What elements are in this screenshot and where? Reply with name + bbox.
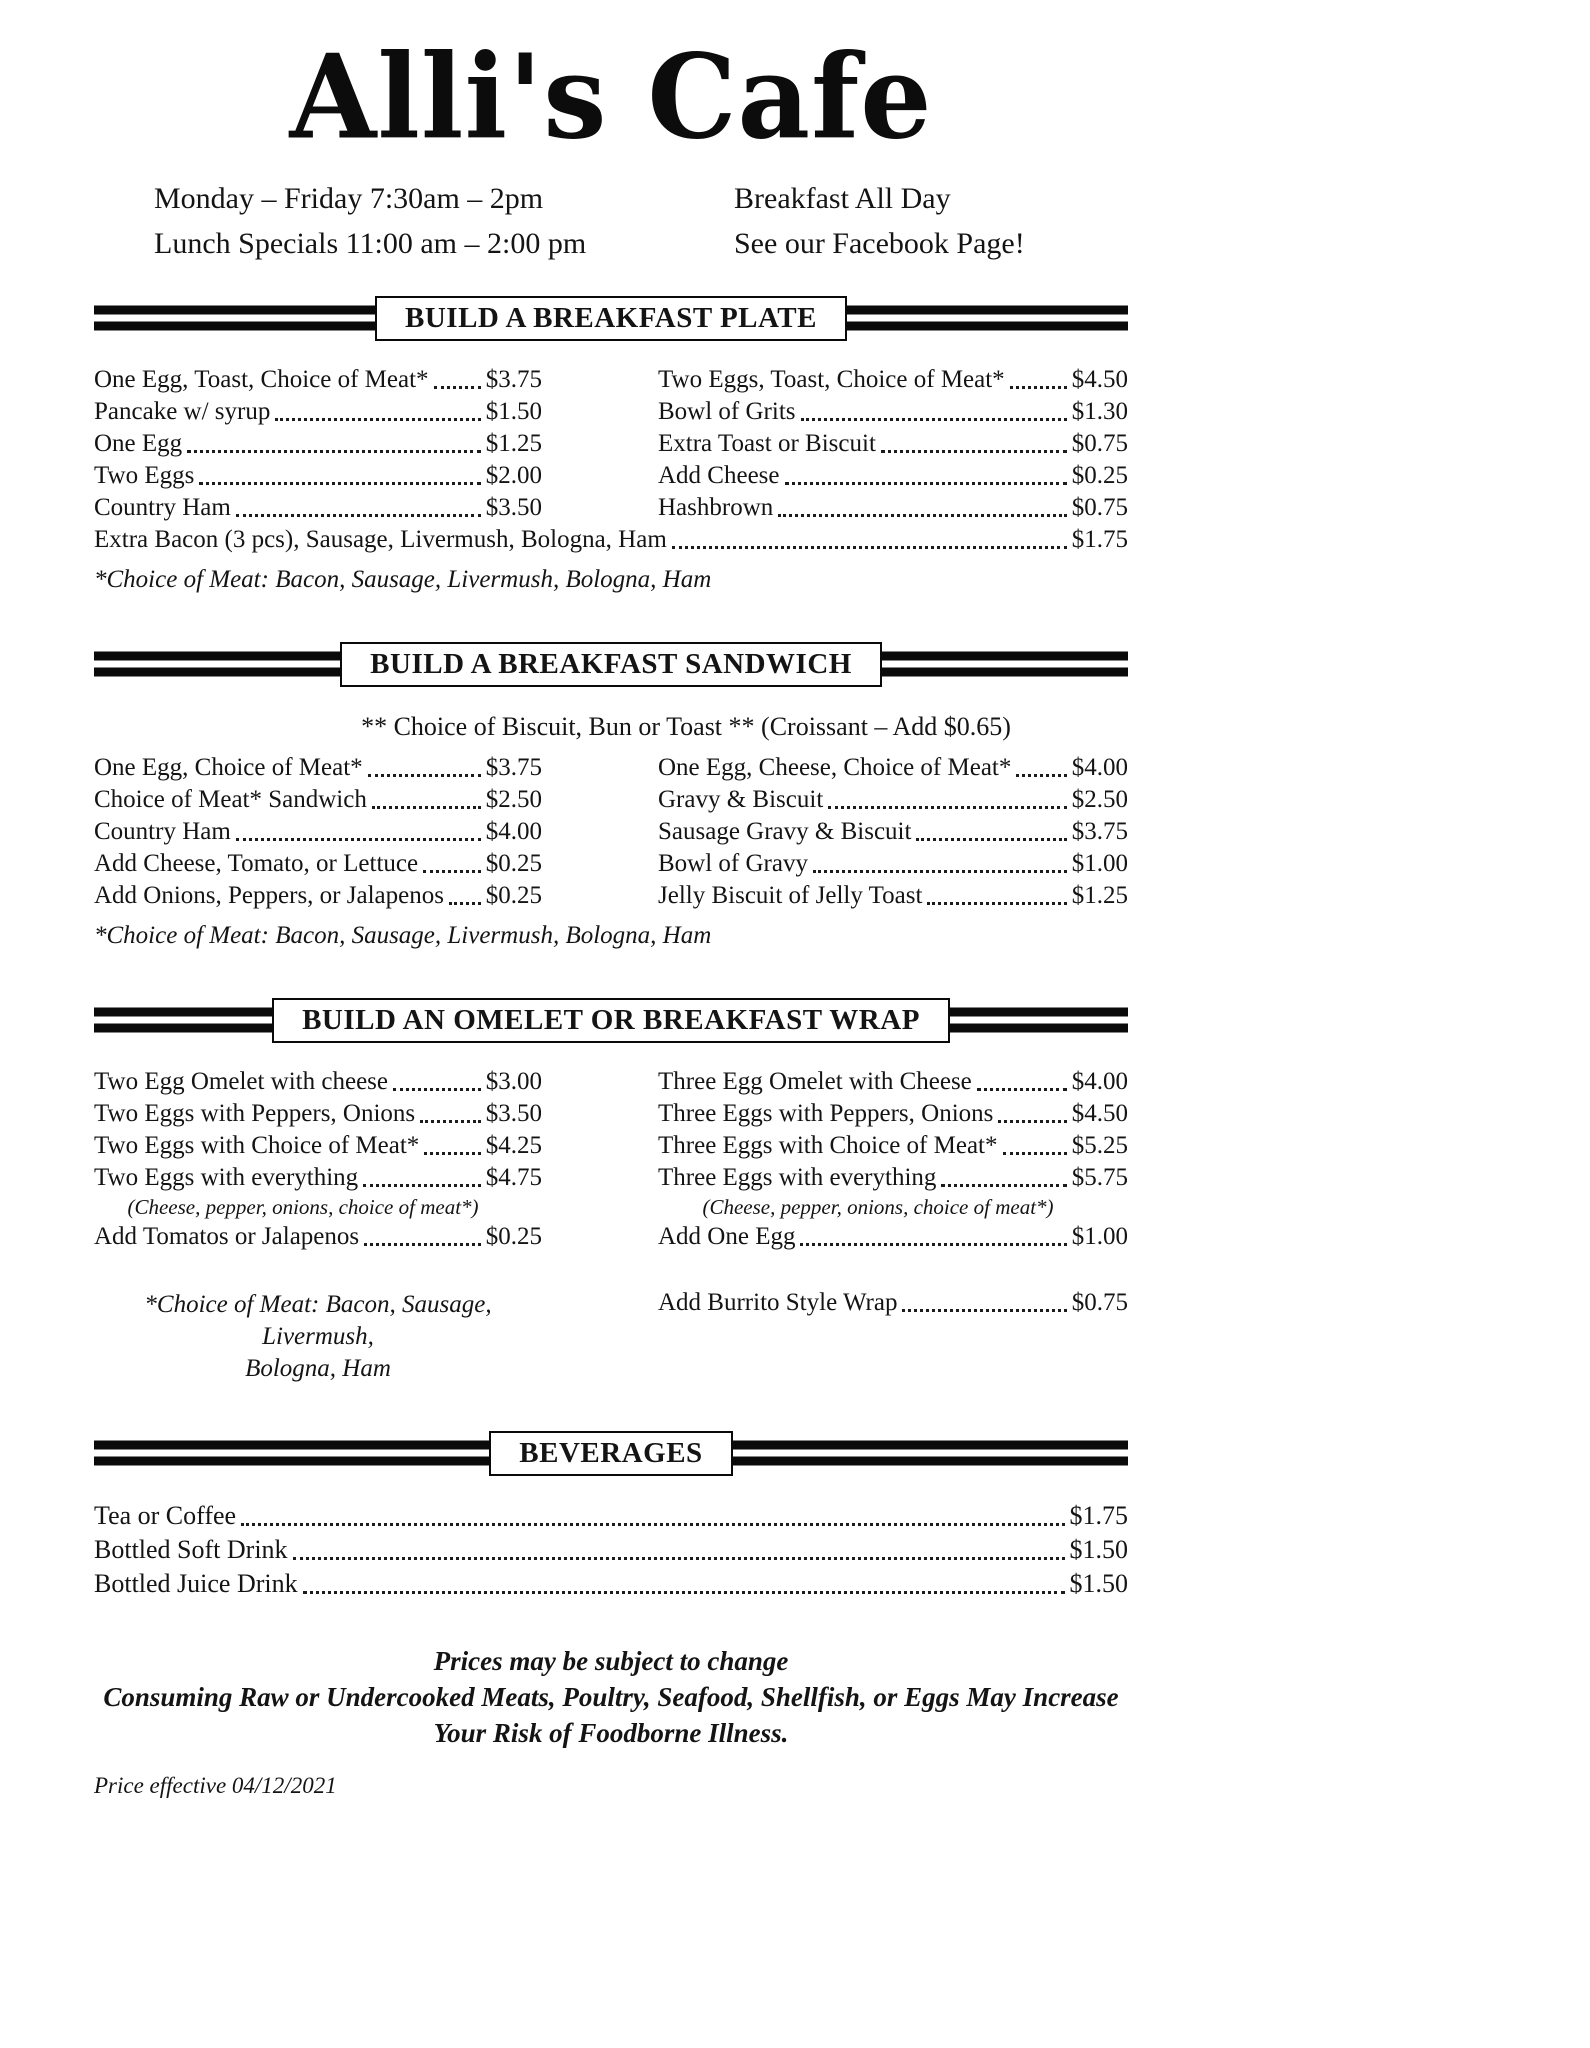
- item-price: $3.75: [1071, 818, 1128, 845]
- item-name: Two Eggs with Peppers, Onions: [94, 1100, 416, 1127]
- section-title-breakfast-sandwich: BUILD A BREAKFAST SANDWICH: [340, 642, 882, 687]
- dot-leader: [998, 1120, 1066, 1123]
- item-name: Extra Toast or Biscuit: [658, 430, 876, 457]
- menu-item: [94, 492, 542, 524]
- item-name: Sausage Gravy & Biscuit: [658, 818, 912, 845]
- item-price: $2.50: [1071, 786, 1128, 813]
- weekday-hours: Monday – Friday 7:30am – 2pm: [154, 182, 544, 215]
- item-name: Two Eggs: [94, 462, 195, 489]
- cafe-logo: Alli's Cafe: [289, 29, 933, 166]
- dot-leader: [393, 1088, 481, 1091]
- menu-item: [94, 396, 542, 428]
- dot-leader: [241, 1523, 1064, 1526]
- section-title-breakfast-plate: BUILD A BREAKFAST PLATE: [375, 296, 847, 341]
- menu-item: [94, 1098, 542, 1130]
- item-subnote: (Cheese, pepper, onions, choice of meat*): [702, 1195, 1054, 1219]
- menu-item: [658, 492, 1128, 524]
- item-price: $5.25: [1071, 1132, 1128, 1159]
- plate-wide-item: [94, 524, 1128, 556]
- item-name: Country Ham: [94, 494, 231, 521]
- footer-disclaimer: [94, 1643, 1128, 1751]
- dot-leader: [368, 774, 481, 777]
- item-name: Country Ham: [94, 818, 231, 845]
- menu-item: [94, 1533, 1128, 1567]
- item-name: Choice of Meat* Sandwich: [94, 786, 367, 813]
- menu-item: [658, 1130, 1128, 1162]
- sandwich-choice-of-meat-note: *Choice of Meat: Bacon, Sausage, Livermush, Bologna, Ham: [94, 922, 712, 949]
- item-price: $1.25: [485, 430, 542, 457]
- menu-item: [658, 460, 1128, 492]
- section-header-beverages: [94, 1427, 1128, 1479]
- dot-leader: [423, 870, 481, 873]
- section-title-omelet-wrap: BUILD AN OMELET OR BREAKFAST WRAP: [272, 998, 950, 1043]
- menu-item: [658, 752, 1128, 784]
- item-name: Three Eggs with everything: [658, 1164, 937, 1191]
- item-name: Tea or Coffee: [94, 1501, 237, 1530]
- item-price: $1.30: [1071, 398, 1128, 425]
- item-name: Add One Egg: [658, 1223, 796, 1250]
- dot-leader: [813, 870, 1067, 873]
- item-price: $0.25: [485, 850, 542, 877]
- omelet-note-line2: Bologna, Ham: [245, 1355, 391, 1382]
- item-price: $3.75: [485, 754, 542, 781]
- sandwich-column-right: [658, 752, 1128, 912]
- menu-item: [94, 1066, 542, 1098]
- menu-item: [658, 784, 1128, 816]
- menu-item: [94, 848, 542, 880]
- header-info: [94, 176, 1128, 266]
- item-name: Bottled Soft Drink: [94, 1535, 288, 1564]
- item-price: $4.00: [1071, 754, 1128, 781]
- item-price: $1.50: [485, 398, 542, 425]
- menu-item: [94, 752, 542, 784]
- item-price: $5.75: [1071, 1164, 1128, 1191]
- item-name: Three Eggs with Peppers, Onions: [658, 1100, 994, 1127]
- item-price: $0.75: [1071, 1289, 1128, 1316]
- menu-item: [658, 848, 1128, 880]
- item-price: $1.00: [1071, 1223, 1128, 1250]
- omelet-column-left: [94, 1066, 542, 1253]
- item-price: $1.25: [1071, 882, 1128, 909]
- prices-subject-to-change: Prices may be subject to change: [433, 1646, 789, 1676]
- item-price: $0.75: [1071, 430, 1128, 457]
- dot-leader: [236, 514, 481, 517]
- dot-leader: [1016, 774, 1066, 777]
- dot-leader: [1003, 1152, 1067, 1155]
- section-header-breakfast-sandwich: [94, 638, 1128, 690]
- menu-item: [658, 396, 1128, 428]
- dot-leader: [424, 1152, 480, 1155]
- dot-leader: [881, 450, 1067, 453]
- item-price: $1.50: [1069, 1535, 1128, 1564]
- omelet-choice-of-meat-note: [94, 1287, 542, 1385]
- item-subnote: (Cheese, pepper, onions, choice of meat*): [127, 1195, 479, 1219]
- item-name: Three Eggs with Choice of Meat*: [658, 1132, 998, 1159]
- item-name: Two Egg Omelet with cheese: [94, 1068, 388, 1095]
- item-price: $4.00: [485, 818, 542, 845]
- beverages-list: [94, 1499, 1128, 1601]
- item-price: $4.50: [1071, 366, 1128, 393]
- menu-item: [658, 1066, 1128, 1098]
- item-name: One Egg: [94, 430, 183, 457]
- lunch-specials-hours: Lunch Specials 11:00 am – 2:00 pm: [154, 227, 587, 260]
- item-price: $3.75: [485, 366, 542, 393]
- menu-item: [94, 428, 542, 460]
- section-title-beverages: BEVERAGES: [489, 1431, 732, 1476]
- item-price: $1.75: [1069, 1501, 1128, 1530]
- item-name: Bowl of Grits: [658, 398, 796, 425]
- menu-item: [658, 428, 1128, 460]
- dot-leader: [199, 482, 480, 485]
- dot-leader: [977, 1088, 1067, 1091]
- item-price: $1.50: [1069, 1569, 1128, 1598]
- item-name: Two Eggs with everything: [94, 1164, 359, 1191]
- item-name: Two Eggs, Toast, Choice of Meat*: [658, 366, 1005, 393]
- dot-leader: [927, 902, 1066, 905]
- item-price: $0.75: [1071, 494, 1128, 521]
- menu-item: [658, 816, 1128, 848]
- dot-leader: [364, 1243, 481, 1246]
- item-name: Bowl of Gravy: [658, 850, 808, 877]
- item-price: $4.75: [485, 1164, 542, 1191]
- menu-item: [94, 524, 1128, 556]
- item-price: $3.00: [485, 1068, 542, 1095]
- item-name: Extra Bacon (3 pcs), Sausage, Livermush, Bologna, Ham: [94, 526, 667, 553]
- item-name: One Egg, Choice of Meat*: [94, 754, 363, 781]
- dot-leader: [363, 1184, 481, 1187]
- plate-column-right: [658, 364, 1128, 524]
- dot-leader: [187, 450, 481, 453]
- dot-leader: [420, 1120, 481, 1123]
- menu-item: [658, 880, 1128, 912]
- menu-item: [658, 1098, 1128, 1130]
- dot-leader: [293, 1557, 1065, 1560]
- dot-leader: [801, 418, 1067, 421]
- item-name: Three Egg Omelet with Cheese: [658, 1068, 972, 1095]
- dot-leader: [800, 1243, 1066, 1246]
- dot-leader: [434, 386, 481, 389]
- dot-leader: [372, 806, 481, 809]
- section-header-breakfast-plate: [94, 292, 1128, 344]
- item-price: $2.50: [485, 786, 542, 813]
- item-price: $2.00: [485, 462, 542, 489]
- item-name: Add Cheese: [658, 462, 780, 489]
- item-price: $0.25: [485, 882, 542, 909]
- menu-item: [94, 460, 542, 492]
- menu-item: [94, 784, 542, 816]
- plate-column-left: [94, 364, 542, 524]
- dot-leader: [778, 514, 1066, 517]
- dot-leader: [1010, 386, 1067, 389]
- dot-leader: [785, 482, 1067, 485]
- omelet-note-line1: *Choice of Meat: Bacon, Sausage, Livermush,: [144, 1291, 492, 1350]
- plate-choice-of-meat-note: *Choice of Meat: Bacon, Sausage, Livermush, Bologna, Ham: [94, 566, 712, 593]
- menu-item: [94, 1499, 1128, 1533]
- menu-item: [658, 1162, 1128, 1221]
- dot-leader: [449, 902, 481, 905]
- item-price: $0.25: [485, 1223, 542, 1250]
- dot-leader: [672, 546, 1067, 549]
- item-price: $1.75: [1071, 526, 1128, 553]
- omelet-column-right: [658, 1066, 1128, 1253]
- menu-item: [94, 1162, 542, 1221]
- item-name: Gravy & Biscuit: [658, 786, 824, 813]
- item-name: Add Onions, Peppers, or Jalapenos: [94, 882, 444, 909]
- item-name: Add Burrito Style Wrap: [658, 1289, 898, 1316]
- menu-item: [658, 364, 1128, 396]
- dot-leader: [902, 1309, 1066, 1312]
- item-name: Add Cheese, Tomato, or Lettuce: [94, 850, 419, 877]
- item-price: $3.50: [485, 1100, 542, 1127]
- menu-item: [658, 1287, 1128, 1319]
- sandwich-column-left: [94, 752, 542, 912]
- menu-item: [94, 1130, 542, 1162]
- dot-leader: [275, 418, 480, 421]
- menu-item: [94, 1567, 1128, 1601]
- sandwich-bread-choice-note: ** Choice of Biscuit, Bun or Toast ** (Croissant – Add $0.65): [361, 712, 1011, 741]
- item-price: $4.00: [1071, 1068, 1128, 1095]
- foodborne-illness-warning: Consuming Raw or Undercooked Meats, Poultry, Seafood, Shellfish, or Eggs May Increase Your Risk of Foodborne Illness.: [103, 1682, 1119, 1748]
- item-name: Jelly Biscuit of Jelly Toast: [658, 882, 923, 909]
- item-name: Pancake w/ syrup: [94, 398, 271, 425]
- item-name: Bottled Juice Drink: [94, 1569, 298, 1598]
- menu-item: [94, 1221, 542, 1253]
- menu-item: [658, 1221, 1128, 1253]
- section-header-omelet-wrap: [94, 994, 1128, 1046]
- price-effective-date: Price effective 04/12/2021: [94, 1773, 337, 1798]
- item-price: $4.25: [485, 1132, 542, 1159]
- dot-leader: [236, 838, 481, 841]
- dot-leader: [941, 1184, 1066, 1187]
- menu-item: [94, 880, 542, 912]
- item-name: Two Eggs with Choice of Meat*: [94, 1132, 420, 1159]
- item-name: Hashbrown: [658, 494, 774, 521]
- menu-item: [94, 816, 542, 848]
- breakfast-all-day-note: Breakfast All Day: [734, 182, 951, 215]
- item-name: Add Tomatos or Jalapenos: [94, 1223, 360, 1250]
- item-name: One Egg, Cheese, Choice of Meat*: [658, 754, 1012, 781]
- dot-leader: [828, 806, 1066, 809]
- facebook-note: See our Facebook Page!: [734, 227, 1025, 260]
- item-price: $4.50: [1071, 1100, 1128, 1127]
- item-price: $3.50: [485, 494, 542, 521]
- menu-item: [94, 364, 542, 396]
- item-price: $0.25: [1071, 462, 1128, 489]
- item-price: $1.00: [1071, 850, 1128, 877]
- dot-leader: [916, 838, 1066, 841]
- dot-leader: [303, 1591, 1065, 1594]
- omelet-extra-item: [658, 1287, 1128, 1385]
- item-name: One Egg, Toast, Choice of Meat*: [94, 366, 429, 393]
